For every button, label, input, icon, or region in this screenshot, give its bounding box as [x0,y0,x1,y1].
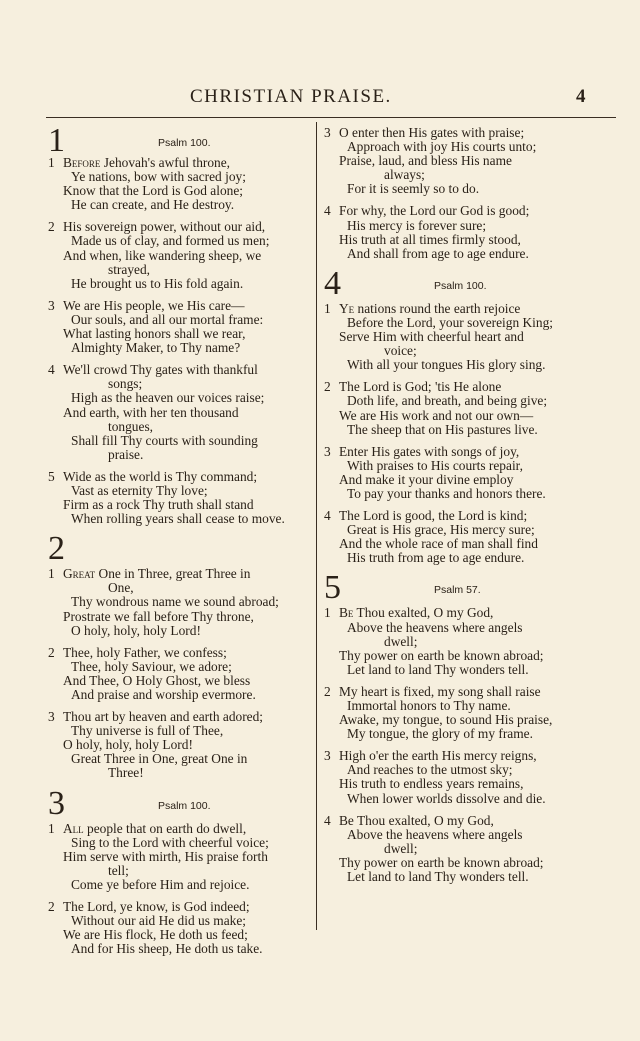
stanza [46,900,312,956]
verse-line: dwell; [384,633,418,649]
verse-line: Great One in Three, great Three in [63,566,251,582]
stanza-number: 5 [48,468,55,484]
stanza-number: 1 [324,300,331,316]
page-header [0,86,640,112]
stanza [322,509,588,565]
verse-line: Come ye before Him and rejoice. [71,876,250,892]
stanza-number: 4 [324,812,331,828]
hymn-2 [46,530,312,781]
hymn-number: 4 [324,264,341,302]
stanza-number: 2 [48,219,55,235]
verse-line: Without our aid He did us make; [71,913,246,929]
stanza-number: 3 [324,443,331,459]
stanza [46,470,312,526]
verse-line: Above the heavens where angels [347,826,523,842]
verse-line: His truth at all times firmly stood, [339,231,521,247]
verse-line: Immortal honors to Thy name. [347,698,511,713]
verse-line: All people that on earth do dwell, [63,820,247,836]
stanza-number: 4 [48,362,55,378]
verse-line: When rolling years shall cease to move. [71,511,285,527]
stanza-number: 3 [324,748,331,764]
verse-line: The Lord is God; 'tis He alone [339,379,502,395]
verse-line: voice; [384,343,417,359]
stanza-number: 1 [48,820,55,836]
verse-line: We'll crowd Thy gates with thankful [63,362,258,378]
verse-line: Enter His gates with songs of joy, [339,443,520,459]
verse-line: He brought us to His fold again. [71,275,244,291]
verse-line: Our souls, and all our mortal frame: [71,311,264,327]
verse-line: Thee, holy Father, we confess; [63,644,227,660]
stanza-number: 4 [324,203,331,219]
verse-line: O enter then His gates with praise; [339,125,525,140]
verse-line: And praise and worship evermore. [71,687,256,702]
verse-line: Praise, laud, and bless His name [339,153,512,169]
verse-line: Great is His grace, His mercy sure; [347,522,535,538]
stanza [322,814,588,884]
verse-line: Made us of clay, and formed us men; [71,233,270,249]
verse-line: Sing to the Lord with cheerful voice; [71,834,269,850]
verse-line: Approach with joy His courts unto; [347,139,537,155]
hymn-5 [322,569,588,885]
stanza [46,363,312,462]
verse-line: We are His flock, He doth us feed; [63,927,248,943]
stanza [322,685,588,741]
verse-line: Before the Lord, your sovereign King; [347,314,554,330]
verse-line: For why, the Lord our God is good; [339,203,530,219]
verse-line: Ye nations, bow with sacred joy; [71,169,246,185]
stanza-number: 2 [48,899,55,915]
psalm-reference: Psalm 100. [434,279,487,292]
verse-line: O holy, holy, holy Lord! [71,622,201,638]
stanza-number: 1 [48,566,55,582]
stanza [322,126,588,196]
stanza-number: 4 [324,508,331,524]
verse-line: One, [108,580,134,596]
verse-line: The sheep that on His pastures live. [347,421,538,437]
verse-line: And Thee, O Holy Ghost, we bless [63,672,251,688]
verse-line: Thy wondrous name we sound abroad; [71,594,279,610]
right-column [322,126,588,892]
verse-line: tongues, [108,418,154,434]
stanza [46,710,312,780]
verse-line: Let land to land Thy wonders tell. [347,869,529,885]
column-divider [316,122,317,930]
verse-line: His truth to endless years remains, [339,776,524,792]
verse-line: With all your tongues His glory sing. [347,357,546,373]
verse-line: We are His people, we His care— [63,297,245,313]
stanza [322,606,588,676]
verse-line: Serve Him with cheerful heart and [339,329,524,345]
verse-line: What lasting honors shall we rear, [63,326,246,342]
stanza-number: 2 [324,683,331,699]
verse-line: Firm as a rock Thy truth shall stand [63,497,254,513]
verse-line: We are His work and not our own— [339,407,534,423]
verse-line: Be Thou exalted, O my God, [339,812,494,828]
verse-line: His truth from age to age endure. [347,550,525,566]
hymn-3 [46,784,312,957]
hymn-4 [322,264,588,566]
stanza [46,567,312,637]
verse-line: Let land to land Thy wonders tell. [347,661,529,677]
stanza-number: 3 [324,125,331,140]
hymn-number: 5 [324,569,341,607]
verse-line: His mercy is forever sure; [347,217,487,233]
page-number: 4 [576,86,586,107]
verse-line: Thy power on earth be known abroad; [339,854,544,870]
verse-line: And when, like wandering sheep, we [63,247,262,263]
verse-line: Shall fill Thy courts with sounding [71,432,258,448]
verse-line: Thy universe is full of Thee, [71,723,224,739]
hymn-number: 3 [48,784,65,822]
verse-line: strayed, [108,261,151,277]
left-column [46,122,312,964]
verse-line: Know that the Lord is God alone; [63,183,243,199]
verse-line: And reaches to the utmost sky; [347,762,513,778]
verse-line: Three! [108,765,144,781]
stanza [46,646,312,702]
verse-line: When lower worlds dissolve and die. [347,790,546,806]
hymn-3-continued [322,126,588,261]
verse-line: With praises to His courts repair, [347,457,523,473]
stanza-number: 3 [48,709,55,725]
verse-line: And the whole race of man shall find [339,536,538,552]
verse-line: The Lord, ye know, is God indeed; [63,899,250,915]
stanza-number: 1 [324,605,331,621]
verse-line: For it is seemly so to do. [347,181,480,197]
verse-line: High o'er the earth His mercy reigns, [339,748,537,764]
verse-line: songs; [108,376,143,392]
verse-line: tell; [108,862,129,878]
verse-line: Thy power on earth be known abroad; [339,647,544,663]
verse-line: High as the heaven our voices raise; [71,390,265,406]
verse-line: praise. [108,446,144,462]
verse-line: always; [384,167,425,183]
verse-line: Before Jehovah's awful throne, [63,155,231,170]
stanza-number: 2 [324,379,331,395]
stanza [322,445,588,501]
verse-line: Great Three in One, great One in [71,751,248,767]
stanza [46,299,312,355]
verse-line: Thee, holy Saviour, we adore; [71,658,232,674]
verse-line: Doth life, and breath, and being give; [347,393,548,409]
stanza [322,302,588,372]
verse-line: And for His sheep, He doth us take. [71,941,263,957]
verse-line: The Lord is good, the Lord is kind; [339,508,528,524]
stanza-number: 3 [48,297,55,313]
stanza-number: 2 [48,644,55,660]
verse-line: Prostrate we fall before Thy throne, [63,608,254,624]
verse-line: To pay your thanks and honors there. [347,485,546,501]
stanza-number: 1 [48,155,55,170]
verse-line: He can create, and He destroy. [71,197,235,213]
verse-line: dwell; [384,840,418,856]
verse-line: Vast as eternity Thy love; [71,482,208,498]
verse-line: My heart is fixed, my song shall raise [339,683,541,699]
hymn-1 [46,122,312,527]
stanza [46,156,312,212]
header-rule [46,117,616,118]
psalm-reference: Psalm 57. [434,584,481,597]
stanza [46,822,312,892]
running-title: CHRISTIAN PRAISE. [190,86,392,107]
verse-line: And make it your divine employ [339,471,514,487]
verse-line: Ye nations round the earth rejoice [339,300,521,316]
verse-line: Him serve with mirth, His praise forth [63,848,268,864]
stanza [322,204,588,260]
psalm-reference: Psalm 100. [158,799,211,812]
verse-line: Wide as the world is Thy command; [63,468,258,484]
verse-line: Above the heavens where angels [347,619,523,635]
psalm-reference: Psalm 100. [158,137,211,149]
verse-line: Awake, my tongue, to sound His praise, [339,712,553,728]
hymn-number: 1 [48,122,65,159]
verse-line: Almighty Maker, to Thy name? [71,340,241,356]
verse-line: His sovereign power, without our aid, [63,219,266,235]
stanza [322,380,588,436]
verse-line: And earth, with her ten thousand [63,404,239,420]
verse-line: My tongue, the glory of my frame. [347,726,533,742]
stanza [46,220,312,290]
verse-line: Thou art by heaven and earth adored; [63,709,264,725]
hymn-number: 2 [48,530,65,568]
verse-line: Be Thou exalted, O my God, [339,605,494,621]
stanza [322,749,588,805]
verse-line: O holy, holy, holy Lord! [63,737,193,753]
verse-line: And shall from age to age endure. [347,245,529,261]
